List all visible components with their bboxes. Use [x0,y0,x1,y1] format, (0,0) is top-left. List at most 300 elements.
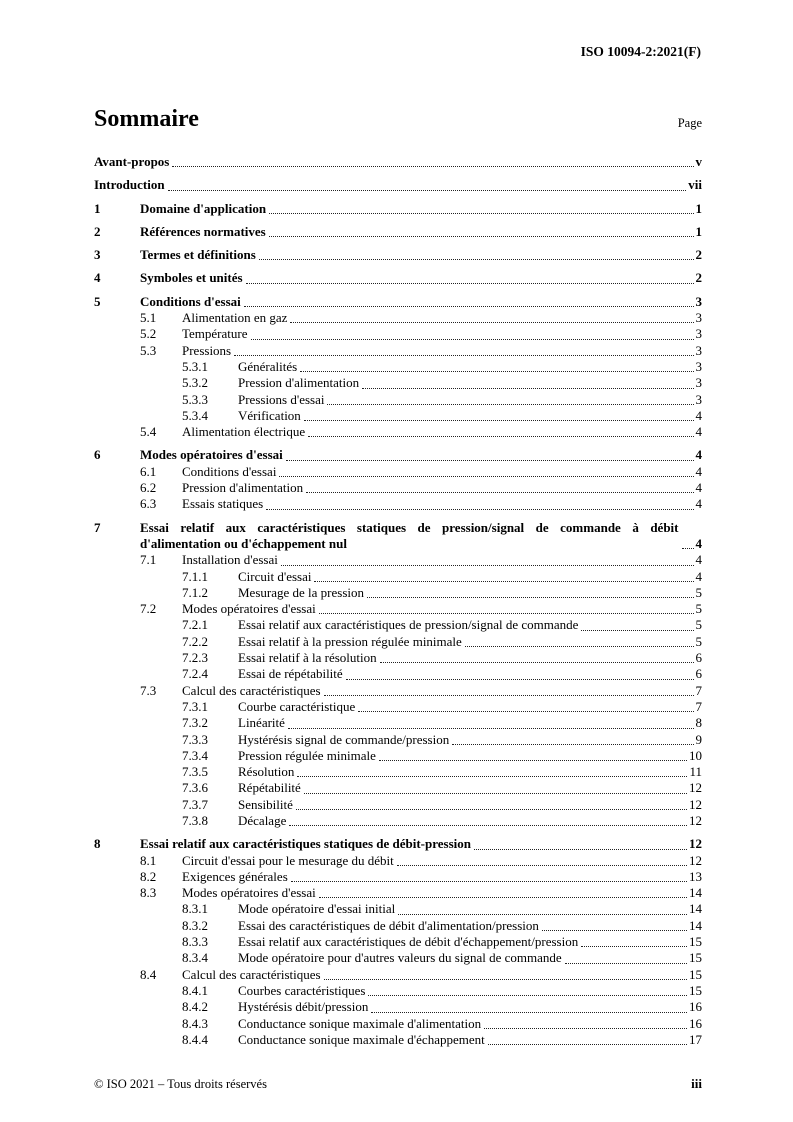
toc-entry-title: Termes et définitions [140,247,256,263]
toc-entry-page: 3 [695,358,702,374]
toc-header [94,106,702,133]
toc-entry-title: Essai relatif aux caractéristiques de débit d'échappement/pression [238,934,579,950]
toc-entry-title: Essai relatif aux caractéristiques statiques de débit-pression [140,836,472,852]
dot-leader [291,881,687,882]
toc-entry-body [238,569,702,585]
toc-entry [94,408,702,424]
toc-entry-title: Exigences générales [182,868,288,884]
toc-entry-body [238,901,702,917]
toc-entry-title: Symboles et unités [140,270,243,286]
dot-leader [297,776,687,777]
toc-entry-title: Modes opératoires d'essai [140,447,283,463]
dot-leader [398,914,687,915]
toc-entry-page: 7 [695,682,702,698]
toc-entry-page: 2 [695,247,702,263]
toc-entry-page: 4 [695,424,702,440]
toc-entry-page: 11 [689,764,702,780]
toc-entry-body [182,683,702,699]
dot-leader [488,1044,687,1045]
dot-leader [314,581,693,582]
toc-entry-title: Pressions d'essai [238,391,325,407]
toc-entry-body [182,885,702,901]
toc-entry-page: 5 [695,584,702,600]
dot-leader [379,760,687,761]
toc-entry-number: 8.4.2 [182,999,208,1015]
toc-entry-title: Essai des caractéristiques de débit d'alimentation/pression [238,917,539,933]
toc-entry [94,869,702,885]
toc-entry [94,836,702,852]
toc-entry [94,224,702,240]
toc-entry-page: 3 [695,342,702,358]
dot-leader [244,306,694,307]
toc-entry-title: Avant-propos [94,154,170,169]
doc-reference: ISO 10094-2:2021(F) [580,44,701,59]
toc-entry-page: 16 [689,1015,702,1031]
toc-entry-title: Circuit d'essai [238,568,312,584]
dot-leader [269,213,693,214]
toc-entry-page: 4 [695,407,702,423]
dot-leader [234,355,693,356]
dot-leader [300,371,693,372]
toc-entry-title: Essais statiques [182,496,264,512]
toc-entry-number: 8.2 [140,868,157,884]
toc-entry-body [238,813,702,829]
dot-leader [168,190,687,191]
toc-entry [94,934,702,950]
toc-entry [94,520,702,553]
toc-entry-number: 5 [94,293,101,309]
toc-entry-number: 8.4 [140,966,157,982]
toc-entry [94,617,702,633]
toc-entry [94,650,702,666]
dot-leader [304,793,687,794]
dot-leader [682,548,694,549]
toc-entry [94,424,702,440]
dot-leader [308,436,693,437]
toc-entry-body [238,950,702,966]
toc-entry-body [238,715,702,731]
dot-leader [306,492,693,493]
toc-entry [94,569,702,585]
toc-entry-number: 3 [94,247,101,263]
toc-entry-page: 17 [689,1031,702,1047]
toc-entry-body [140,294,702,310]
toc-entry-title: Mode opératoire pour d'autres valeurs du signal de commande [238,950,562,966]
toc-entry-number: 5.4 [140,424,157,440]
toc-entry-page: 3 [695,293,702,309]
toc-entry-number: 6 [94,447,101,463]
toc-entry [94,601,702,617]
toc-entry-title: Courbe caractéristique [238,698,356,714]
toc-entry-title: Résolution [238,764,295,780]
dot-leader [269,236,694,237]
toc-entry-page: 2 [695,270,702,286]
toc-entry [94,375,702,391]
toc-entry-number: 8.4.4 [182,1031,208,1047]
toc-entry-body [182,326,702,342]
toc-entry-number: 8.3 [140,885,157,901]
toc-entry-body [238,359,702,375]
toc-entry [94,326,702,342]
toc-entry [94,496,702,512]
toc-entry-page: 4 [695,447,702,463]
toc-entry-body [238,1016,702,1032]
toc-entry-body [182,601,702,617]
toc-entry-title: Références normatives [140,223,266,239]
toc-entry-body [140,224,702,240]
toc-entry-page: 4 [695,535,702,551]
toc-entry-body [182,480,702,496]
toc-entry-body [238,666,702,682]
dot-leader [346,679,694,680]
toc-entry-title: Sensibilité [238,796,293,812]
toc-entry [94,1032,702,1048]
toc-entry [94,983,702,999]
toc-entry-number: 5.2 [140,326,157,342]
dot-leader [465,646,694,647]
toc-entry-title: Alimentation en gaz [182,310,288,326]
dot-leader [452,744,693,745]
toc-entry-number: 7.3.3 [182,731,208,747]
toc-entry-page: 5 [695,633,702,649]
toc-entry-number: 7.2.1 [182,617,208,633]
toc-entry-page: 3 [695,326,702,342]
toc-entry-page: 15 [689,950,702,966]
toc-entry [94,154,702,170]
toc-entry-body [238,650,702,666]
dot-leader [358,711,693,712]
footer [94,1076,702,1092]
toc-entry-title: Essai de répétabilité [238,666,343,682]
toc-entry [94,813,702,829]
toc-entry [94,918,702,934]
toc-entry-title: Répétabilité [238,780,301,796]
toc-entry-number: 7.3.8 [182,812,208,828]
toc-entry-title: Pression d'alimentation [182,480,304,496]
toc-entry-page: 6 [695,650,702,666]
toc-entry-number: 6.3 [140,496,157,512]
toc-entry-title: Hystérésis signal de commande/pression [238,731,450,747]
toc-entry-page: 1 [695,200,702,216]
toc-entry-number: 7.2 [140,601,157,617]
toc-entry-page: 6 [695,666,702,682]
toc-entry [94,480,702,496]
toc-entry [94,901,702,917]
toc-entry-body [238,408,702,424]
toc-entry-number: 7.2.3 [182,650,208,666]
toc-entry-body [182,967,702,983]
toc-entry-page: 7 [695,698,702,714]
toc-entry-title: Pressions [182,342,232,358]
toc-entry-title: Hystérésis débit/pression [238,999,369,1015]
toc-entry-title: Température [182,326,248,342]
toc-entry-page: 4 [695,552,702,568]
toc-entry [94,780,702,796]
toc-entry-body [238,617,702,633]
toc-entry-number: 8.3.1 [182,901,208,917]
toc-entry-title: Essai relatif à la pression régulée minimale [238,633,462,649]
toc-entry-page: 16 [689,999,702,1015]
toc-entry-page: 3 [695,310,702,326]
toc-entry-title: Modes opératoires d'essai [182,601,316,617]
toc-entry-body [140,447,702,463]
toc-entry-page: v [695,154,702,169]
toc-entry-number: 7 [94,519,101,535]
toc-entry-body [140,836,702,852]
toc-entry [94,797,702,813]
toc-entry-title: Décalage [238,812,287,828]
dot-leader [581,630,693,631]
toc-entry-page: 4 [695,480,702,496]
toc-entry-body [238,732,702,748]
toc-entry-title: Vérification [238,407,301,423]
toc-entry-body [140,247,702,263]
toc-entry-title: Conductance sonique maximale d'échappement [238,1031,485,1047]
toc-entry-title: Domaine d'application [140,200,267,216]
toc-entry-body [238,764,702,780]
toc-entry-body [182,552,702,568]
toc-entry-page: 12 [689,796,702,812]
toc-entry [94,270,702,286]
toc-entry-body [182,424,702,440]
toc-entry-body [238,780,702,796]
toc-entry-number: 7.3.2 [182,715,208,731]
toc-entry-page: 14 [689,917,702,933]
toc-entry-body [94,177,702,193]
toc-entry [94,634,702,650]
toc-entry-number: 7.3.4 [182,747,208,763]
dot-leader [279,476,693,477]
toc-entry [94,294,702,310]
toc-entry-number: 8.4.1 [182,982,208,998]
toc-entry-body [182,343,702,359]
copyright-text: © ISO 2021 – Tous droits réservés [94,1077,267,1091]
toc-entry-number: 7.3.6 [182,780,208,796]
dot-leader [484,1028,687,1029]
toc-entry-number: 7.1.1 [182,568,208,584]
toc-content [94,106,702,1048]
toc-entry [94,552,702,568]
toc-entry [94,392,702,408]
toc-entry-title: Modes opératoires d'essai [182,885,316,901]
toc-entry-number: 7.1 [140,552,157,568]
toc-entry-number: 7.3.5 [182,764,208,780]
toc-entry-page: 1 [695,223,702,239]
toc-entry-page: 8 [695,715,702,731]
toc-entry [94,950,702,966]
toc-entry [94,764,702,780]
dot-leader [296,809,687,810]
toc-entry-number: 2 [94,223,101,239]
toc-entry-number: 8 [94,836,101,852]
dot-leader [581,946,687,947]
toc-entry-title: Installation d'essai [182,552,278,568]
toc-entry-title: Linéarité [238,715,285,731]
toc-entry-body [140,520,702,553]
dot-leader [259,259,694,260]
toc-entry-body [238,1032,702,1048]
toc-entry-body [140,270,702,286]
toc-entry-page: 15 [689,982,702,998]
toc-entry-page: 5 [695,617,702,633]
dot-leader [362,388,693,389]
toc-entry [94,447,702,463]
toc-entry-body [238,375,702,391]
toc-entry-page: 15 [689,934,702,950]
page-column-label: Page [677,116,702,130]
toc-entry-number: 7.3.7 [182,796,208,812]
toc-entry [94,359,702,375]
toc-entry [94,247,702,263]
toc-entry-number: 5.3.1 [182,358,208,374]
toc-entry-body [182,869,702,885]
toc-entry [94,666,702,682]
dot-leader [565,963,687,964]
toc-entry [94,999,702,1015]
dot-leader [286,460,694,461]
toc-entry-number: 7.3.1 [182,698,208,714]
toc-entry-title: Introduction [94,177,165,193]
toc-entry [94,967,702,983]
toc-entry-title: Conditions d'essai [182,463,277,479]
dot-leader [380,662,694,663]
toc-entry-page: 3 [695,391,702,407]
dot-leader [290,322,693,323]
toc-entry-title: Pression régulée minimale [238,747,376,763]
dot-leader [289,825,687,826]
toc-entry-title: Essai relatif aux caractéristiques de pression/signal de commande [238,617,579,633]
toc-entry [94,699,702,715]
toc-entry-number: 5.3 [140,342,157,358]
toc-entry [94,343,702,359]
toc-list [94,154,702,1048]
toc-entry-title: Mesurage de la pression [238,584,364,600]
toc-entry-number: 1 [94,200,101,216]
toc-entry [94,853,702,869]
toc-entry-number: 8.3.4 [182,950,208,966]
dot-leader [324,979,687,980]
toc-entry-page: vii [688,177,702,193]
toc-entry-number: 7.2.4 [182,666,208,682]
toc-entry-page: 4 [695,496,702,512]
toc-entry-title: Pression d'alimentation [238,375,360,391]
dot-leader [172,166,693,167]
toc-entry [94,683,702,699]
dot-leader [266,509,693,510]
toc-entry-title: Généralités [238,358,298,374]
dot-leader [327,404,693,405]
toc-entry-number: 5.1 [140,310,157,326]
toc-entry-page: 13 [689,868,702,884]
toc-entry [94,732,702,748]
dot-leader [542,930,687,931]
toc-entry-page: 12 [689,836,702,852]
dot-leader [288,728,694,729]
toc-entry-number: 7.2.2 [182,633,208,649]
toc-entry-body [238,392,702,408]
toc-entry-body [238,999,702,1015]
toc-entry-page: 14 [689,901,702,917]
page-number: iii [691,1076,702,1091]
dot-leader [251,339,694,340]
toc-entry-title: Alimentation électrique [182,424,306,440]
dot-leader [319,897,687,898]
toc-entry-number: 5.3.2 [182,375,208,391]
toc-entry-title: Calcul des caractéristiques [182,966,321,982]
toc-entry-page: 9 [695,731,702,747]
toc-entry-number: 4 [94,270,101,286]
dot-leader [397,865,687,866]
toc-title: Sommaire [94,106,199,132]
toc-entry-number: 6.2 [140,480,157,496]
toc-entry-title: Conditions d'essai [140,293,241,309]
toc-entry-title: Conductance sonique maximale d'alimentation [238,1015,482,1031]
toc-entry [94,748,702,764]
toc-entry-number: 8.3.3 [182,934,208,950]
toc-entry-body [238,918,702,934]
dot-leader [304,420,694,421]
toc-entry-body [238,983,702,999]
toc-entry-title: Calcul des caractéristiques [182,682,321,698]
toc-entry-page: 3 [695,375,702,391]
toc-entry-title: Essai relatif aux caractéristiques statiques de pression/signal de commande à débit d'alimentation ou d'échappement nul [140,519,679,551]
dot-leader [324,695,694,696]
toc-entry-number: 6.1 [140,463,157,479]
toc-entry [94,715,702,731]
toc-entry [94,585,702,601]
dot-leader [368,995,687,996]
toc-entry-title: Circuit d'essai pour le mesurage du débit [182,852,394,868]
toc-entry-number: 5.3.4 [182,407,208,423]
toc-entry [94,177,702,193]
toc-entry-body [238,634,702,650]
toc-entry-body [238,585,702,601]
toc-entry [94,201,702,217]
toc-entry-number: 8.4.3 [182,1015,208,1031]
toc-entry-body [238,748,702,764]
toc-entry [94,1016,702,1032]
toc-entry-number: 5.3.3 [182,391,208,407]
dot-leader [474,849,687,850]
toc-entry-body [182,853,702,869]
toc-entry-body [238,934,702,950]
dot-leader [371,1012,687,1013]
toc-entry-number: 7.3 [140,682,157,698]
toc-entry-number: 8.1 [140,852,157,868]
toc-entry-body [182,496,702,512]
dot-leader [367,597,694,598]
dot-leader [246,283,694,284]
toc-entry-page: 15 [689,966,702,982]
toc-entry-page: 12 [689,812,702,828]
toc-entry [94,310,702,326]
toc-entry-number: 8.3.2 [182,917,208,933]
toc-entry-body [94,154,702,170]
toc-entry [94,464,702,480]
dot-leader [281,565,694,566]
toc-entry-page: 4 [695,463,702,479]
toc-entry-number: 7.1.2 [182,584,208,600]
toc-entry-body [182,310,702,326]
toc-entry-page: 4 [695,568,702,584]
toc-entry [94,885,702,901]
toc-entry-page: 10 [689,747,702,763]
toc-entry-title: Essai relatif à la résolution [238,650,377,666]
toc-entry-body [238,699,702,715]
toc-entry-body [140,201,702,217]
toc-entry-body [182,464,702,480]
toc-entry-title: Courbes caractéristiques [238,982,366,998]
